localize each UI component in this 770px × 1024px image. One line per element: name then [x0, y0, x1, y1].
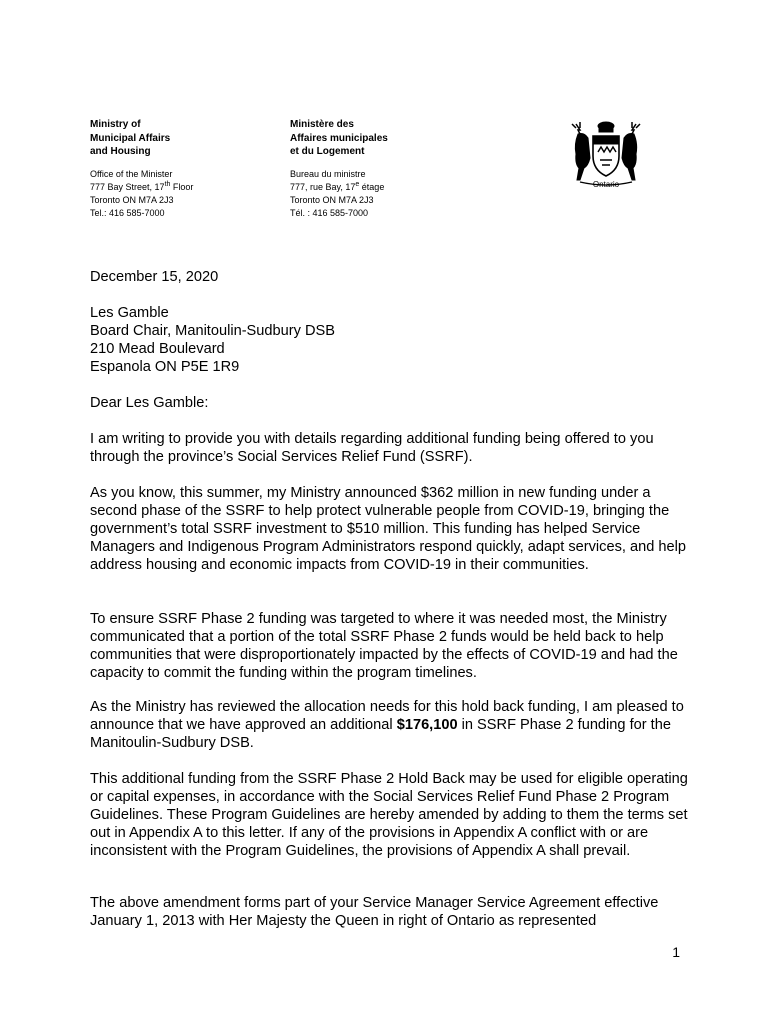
paragraph: [90, 770, 690, 860]
paragraph: [90, 430, 690, 466]
paragraph-text: As the Ministry has reviewed the allocation needs for this hold back funding, I am pleased to announce that we have approved an additional $176,100 in SSRF Phase 2 funding for the Manitoulin-Sudbury DSB.: [90, 699, 684, 751]
letterhead-english: [90, 118, 193, 220]
salutation-text: Dear Les Gamble:: [90, 395, 209, 411]
recipient-street: 210 Mead Boulevard: [90, 341, 225, 357]
salutation: [90, 394, 690, 412]
ministry-name-line: and Housing: [90, 146, 151, 157]
office-name: Bureau du ministre: [290, 168, 366, 179]
ministry-name-line: et du Logement: [290, 146, 365, 157]
ministry-name-line: Ministère des: [290, 119, 354, 130]
paragraph: [90, 894, 690, 930]
recipient-name: Les Gamble: [90, 305, 169, 321]
paragraph-text: I am writing to provide you with details regarding additional funding being offered to you through the province’s Social Services Relief Fund (SSRF).: [90, 431, 654, 465]
office-city: Toronto ON M7A 2J3: [290, 194, 374, 205]
office-address: [290, 168, 388, 220]
paragraph-text: The above amendment forms part of your Service Manager Service Agreement effective January 1, 2013 with Her Majesty the Queen in right of Ontario as represented: [90, 895, 659, 929]
recipient-address: [90, 304, 690, 376]
recipient-title: Board Chair, Manitoulin-Sudbury DSB: [90, 323, 335, 339]
office-street: 777, rue Bay, 17e étage: [290, 180, 385, 192]
office-city: Toronto ON M7A 2J3: [90, 194, 174, 205]
ontario-wordmark: Ontario: [592, 180, 620, 189]
page-number: 1: [672, 944, 680, 960]
letterhead-french: [290, 118, 388, 220]
paragraph: [90, 610, 690, 682]
paragraph-text: This additional funding from the SSRF Phase 2 Hold Back may be used for eligible operating or capital expenses, in accordance with the Social Services Relief Fund Phase 2 Program Guidelines. These Program Guidelines are hereby amended by adding to them the terms set out in Appendix A to this letter. If any of the provisions in Appendix A conflict with or are inconsistent with the Program Guidelines, the provisions of Appendix A shall prevail.: [90, 771, 688, 859]
letter-date: [90, 268, 690, 286]
ministry-name-line: Municipal Affairs: [90, 132, 171, 144]
office-street: 777 Bay Street, 17th Floor: [90, 180, 194, 192]
ministry-name-line: Affaires municipales: [290, 132, 388, 144]
office-address: [90, 168, 193, 220]
funding-amount: $176,100: [396, 717, 458, 733]
office-name: Office of the Minister: [90, 168, 173, 179]
paragraph: [90, 698, 690, 752]
office-phone: Tél. : 416 585-7000: [290, 207, 369, 218]
paragraph-text: As you know, this summer, my Ministry announced $362 million in new funding under a second phase of the SSRF to help protect vulnerable people from COVID-19, bringing the government’s total SSRF investment to $510 million. This funding has helped Service Managers and Indigenous Program Administrators respond quickly, adapt services, and help address housing and economic impacts from COVID-19 in their communities.: [90, 485, 686, 573]
recipient-city: Espanola ON P5E 1R9: [90, 359, 240, 375]
ministry-name-line: Ministry of: [90, 119, 141, 130]
paragraph-text: To ensure SSRF Phase 2 funding was targeted to where it was needed most, the Ministry communicated that a portion of the total SSRF Phase 2 funds would be held back to help communities that were disproportionately impacted by the effects of COVID-19 and had the capacity to commit the funding within the program timelines.: [90, 611, 678, 681]
date-text: December 15, 2020: [90, 269, 219, 285]
office-phone: Tel.: 416 585-7000: [90, 207, 165, 218]
paragraph: [90, 484, 690, 574]
